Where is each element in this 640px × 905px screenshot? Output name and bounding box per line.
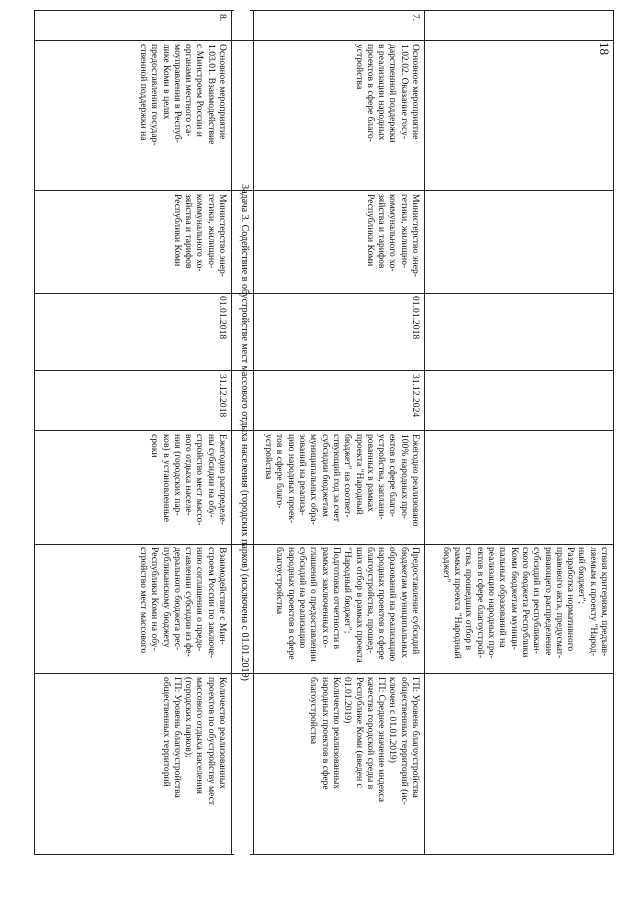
row-4-indicator: Количество реализованных проектов по обустройству мест массового отдыха населения (городских парков); ГП: Уровень благоустройства общественных территорий <box>160 677 228 806</box>
row-4-event: Основное мероприятие 1.03.01. Взаимодействие с Минстроем России и органами местного са- моуправления в Респуб- лике Коми в целях предоставления государ- ственной поддержки на <box>137 44 228 146</box>
row-4-links: Взаимодействие с Мин- строем России по заключе- нию соглашения о предо- ставлении субсидии из фе- дерального бюджета рес- публиканскому бюджету Республики Коми на обу- стройство мест массового <box>137 547 228 659</box>
row-2-number: 7. <box>410 14 421 22</box>
program-table-text-columns <box>34 10 614 855</box>
row-2-result-col: Ежегодно реализовано 100% народных про- ектов в сфере благо- устройства, заплани- рованных в рамках проекта "Народный бюджет" на соответ- ствующий год за счет субсидии бюджетам муниципальных обра- зований на реализа- цию народных проек- тов в сфере благо- устройства <box>263 434 421 527</box>
row-4-number: 8. <box>217 14 228 22</box>
row-2-start-date: 01.01.2018 <box>410 296 421 340</box>
row-4-end-date: 31.12.2018 <box>217 374 228 418</box>
row-4-start-date: 01.01.2018 <box>217 296 228 340</box>
row-2-event: Основное мероприятие 1.02.02. Оказание госу- дарственной поддержки в реализации народных проектов в сфере благо- устройства <box>353 44 421 143</box>
row-2-executor: Министерство энер- гетики, жилищно- коммунального хо- зяйства и тарифов Республики Коми <box>364 194 421 278</box>
row-4-executor: Министерство энер- гетики, жилищно- коммунального хо- зяйства и тарифов Республики Коми <box>171 194 228 278</box>
row-4-result: Ежегодно распределе- ны субсидии на обу- стройство мест массо- вого отдыха населе- ния (городских пар- ков) в установленные сроки <box>149 434 228 526</box>
row-2-indicator: ГП: Уровень благоустройства общественных территорий (ис- ключен с 01.01.2019) ГП: Среднее значение индекса качества городской среды в Республике Коми (введен с 01.01.2019) Количество реализованных народных проектов в сфере благоустройства <box>308 677 421 805</box>
row-2-links: Предоставление субсидий бюджетам муниципальных образований на реализацию народных проектов в сфере благоустройства, прошед- ших отбор в рамках проекта "Народный бюджет"; Подготовка отчетности в рамках заключенных со- глашений о предоставлении субсидий на реализацию народных проектов в сфере благоустройства <box>274 547 421 663</box>
task-heading: Задача 3. Содействие в обустройстве мест массового отдыха населения (городских парков) (исключена с 01.01.2019) <box>234 10 250 855</box>
page-number: 18 <box>597 42 612 55</box>
row-2-end-date: 31.12.2024 <box>410 374 421 418</box>
row-1-links: ствия критериям, предъяв- ляемым к проекту "Народ- ный бюджет"; Разработка нормативного правового акта, предусмат- ривающего распределение субсидий из республикан- ского бюджета Республики Коми бюджетам муници- пальных образований на реализацию народных про- ектов в сфере благоустрой- ства, прошедших отбор в рамках проекта "Народный бюджет" <box>440 547 610 659</box>
